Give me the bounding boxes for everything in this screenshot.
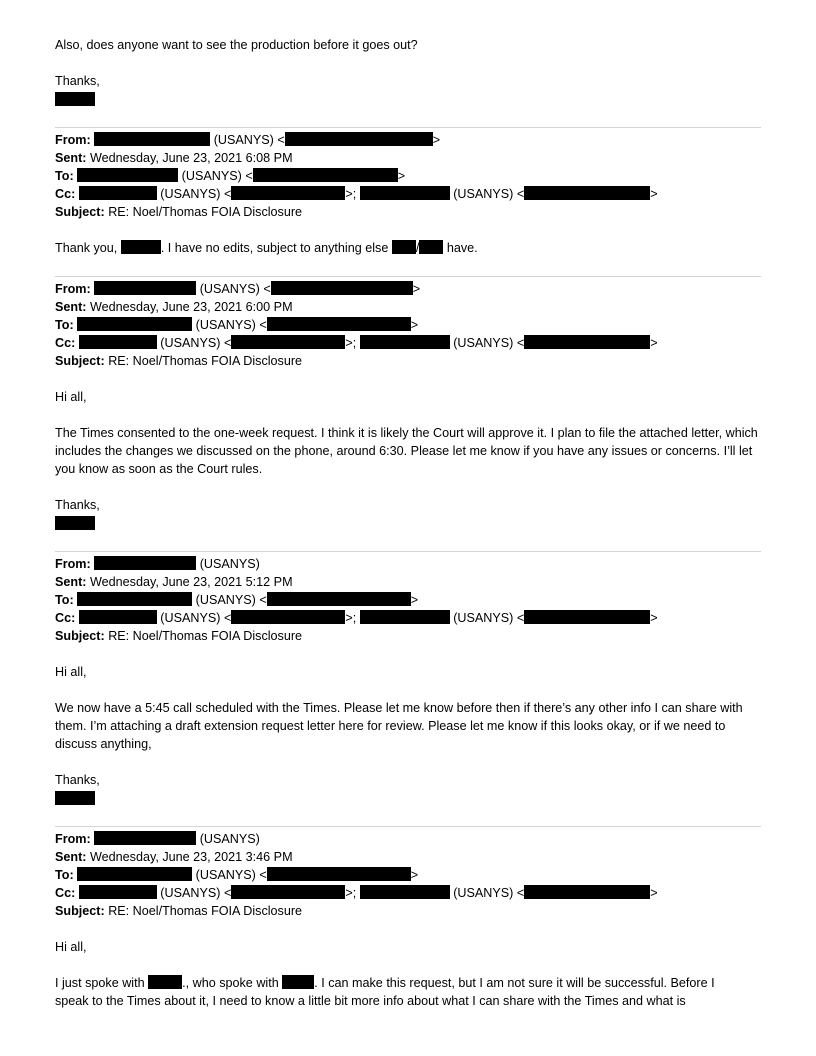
redaction-block <box>271 281 413 295</box>
email-2-greeting: Hi all, <box>55 390 87 404</box>
redaction-block <box>524 186 650 200</box>
email-3-to: To: (USANYS) < > <box>55 593 419 607</box>
redaction-block <box>419 240 443 254</box>
sent-date: Wednesday, June 23, 2021 3:46 PM <box>89 850 293 864</box>
email-2-cc: Cc: (USANYS) < >; (USANYS) < > <box>55 336 658 350</box>
email-3-thanks: Thanks, <box>55 773 100 787</box>
redaction-block <box>231 186 345 200</box>
redaction-block <box>285 132 433 146</box>
redaction-block <box>231 885 345 899</box>
redaction-block <box>77 867 192 881</box>
redaction-block <box>79 885 157 899</box>
redaction-block <box>524 885 650 899</box>
email-4-body-line-1: I just spoke with ., who spoke with . I can make this request, but I am not sure it will be successful. Before I <box>55 976 715 990</box>
redaction-block <box>267 317 411 331</box>
email-3-cc: Cc: (USANYS) < >; (USANYS) < > <box>55 611 658 625</box>
redacted-signature <box>55 791 95 805</box>
redaction-block <box>267 592 411 606</box>
divider <box>55 826 761 827</box>
email-3-from: From: (USANYS) <box>55 557 260 571</box>
redaction-block <box>360 335 450 349</box>
redaction-block <box>148 975 182 989</box>
email-4-subject: Subject: RE: Noel/Thomas FOIA Disclosure <box>55 904 303 918</box>
redaction-block <box>121 240 161 254</box>
sent-date: Wednesday, June 23, 2021 6:08 PM <box>89 151 293 165</box>
redaction-block <box>253 168 398 182</box>
email-2-to: To: (USANYS) < > <box>55 318 419 332</box>
divider <box>55 551 761 552</box>
email-1-from: From: (USANYS) < > <box>55 133 441 147</box>
redaction-block <box>360 186 450 200</box>
redaction-block <box>392 240 416 254</box>
redaction-block <box>79 186 157 200</box>
redaction-block <box>524 610 650 624</box>
email-4-to: To: (USANYS) < > <box>55 868 419 882</box>
email-1-body: Thank you, . I have no edits, subject to anything else / have. <box>55 241 478 255</box>
redaction-block <box>360 610 450 624</box>
redaction-block <box>79 335 157 349</box>
redacted-signature <box>55 92 95 106</box>
redaction-block <box>282 975 314 989</box>
intro-thanks: Thanks, <box>55 74 100 88</box>
email-4-from: From: (USANYS) <box>55 832 260 846</box>
email-1-sent: Sent: Wednesday, June 23, 2021 6:08 PM <box>55 151 293 165</box>
email-3-greeting: Hi all, <box>55 665 87 679</box>
redaction-block <box>94 831 196 845</box>
email-4-cc: Cc: (USANYS) < >; (USANYS) < > <box>55 886 658 900</box>
email-1-subject: Subject: RE: Noel/Thomas FOIA Disclosure <box>55 205 303 219</box>
email-2-body: The Times consented to the one-week request. I think it is likely the Court will approve it. I plan to file the attached letter, which includes the changes we discussed on the phone, around 6:30. Please let me know if you have any issues or concerns. I’ll let you know as soon as the Court rules. <box>55 426 758 476</box>
redaction-block <box>231 335 345 349</box>
redaction-block <box>77 592 192 606</box>
sent-date: Wednesday, June 23, 2021 6:00 PM <box>89 300 293 314</box>
email-2-subject: Subject: RE: Noel/Thomas FOIA Disclosure <box>55 354 303 368</box>
email-2-thanks: Thanks, <box>55 498 100 512</box>
divider <box>55 276 761 277</box>
email-1-to: To: (USANYS) < > <box>55 169 406 183</box>
email-1-cc: Cc: (USANYS) < >; (USANYS) < > <box>55 187 658 201</box>
redaction-block <box>79 610 157 624</box>
redaction-block <box>94 132 210 146</box>
divider <box>55 127 761 128</box>
email-4-greeting: Hi all, <box>55 940 87 954</box>
email-2-sent: Sent: Wednesday, June 23, 2021 6:00 PM <box>55 300 293 314</box>
email-2-from: From: (USANYS) < > <box>55 282 421 296</box>
redaction-block <box>524 335 650 349</box>
redaction-block <box>267 867 411 881</box>
email-3-subject: Subject: RE: Noel/Thomas FOIA Disclosure <box>55 629 303 643</box>
email-3-sent: Sent: Wednesday, June 23, 2021 5:12 PM <box>55 575 293 589</box>
redaction-block <box>94 281 196 295</box>
email-4-body-line-2: speak to the Times about it, I need to know a little bit more info about what I can share with the Times and what is <box>55 994 686 1008</box>
redaction-block <box>77 317 192 331</box>
sent-date: Wednesday, June 23, 2021 5:12 PM <box>89 575 293 589</box>
redaction-block <box>94 556 196 570</box>
redacted-signature <box>55 516 95 530</box>
redaction-block <box>360 885 450 899</box>
intro-question: Also, does anyone want to see the production before it goes out? <box>55 38 418 52</box>
email-3-body: We now have a 5:45 call scheduled with the Times. Please let me know before then if there’s any other info I can share with them. I’m attaching a draft extension request letter here for review. Please let me know if this looks okay, or if we need to discuss anything, <box>55 701 743 751</box>
redaction-block <box>231 610 345 624</box>
email-4-sent: Sent: Wednesday, June 23, 2021 3:46 PM <box>55 850 293 864</box>
redaction-block <box>77 168 178 182</box>
